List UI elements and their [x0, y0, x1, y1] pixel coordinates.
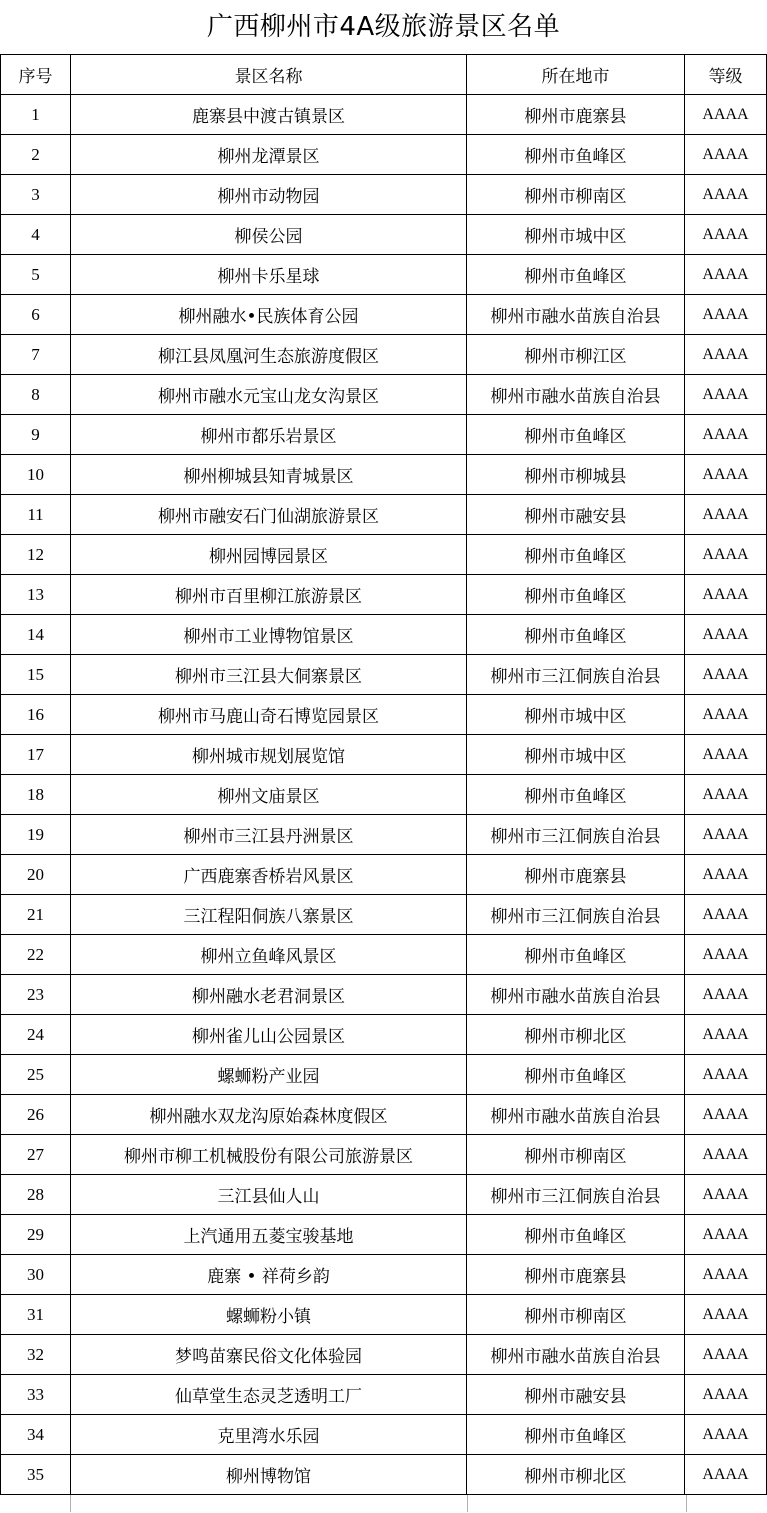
seq-cell[interactable]: 3: [1, 175, 71, 215]
seq-cell[interactable]: 19: [1, 815, 71, 855]
name-cell[interactable]: 柳州龙潭景区: [71, 135, 467, 175]
location-cell[interactable]: 柳州市柳北区: [467, 1015, 685, 1055]
seq-cell[interactable]: 10: [1, 455, 71, 495]
table-body: [1, 95, 767, 1495]
table-row: [1, 1375, 767, 1415]
name-cell[interactable]: 柳州市动物园: [71, 175, 467, 215]
grade-cell[interactable]: AAAA: [685, 415, 767, 455]
header-grade[interactable]: 等级: [685, 55, 767, 95]
location-cell[interactable]: 柳州市鱼峰区: [467, 1415, 685, 1455]
scenic-area-table: [0, 54, 767, 1495]
name-cell[interactable]: 柳州融水•民族体育公园: [71, 295, 467, 335]
seq-cell[interactable]: 4: [1, 215, 71, 255]
seq-cell[interactable]: 16: [1, 695, 71, 735]
page-title: 广西柳州市4A级旅游景区名单: [206, 12, 561, 42]
table-row: [1, 975, 767, 1015]
table-row: [1, 255, 767, 295]
table-row: [1, 335, 767, 375]
seq-cell[interactable]: 15: [1, 655, 71, 695]
name-cell[interactable]: 柳州市马鹿山奇石博览园景区: [71, 695, 467, 735]
table-row: [1, 775, 767, 815]
name-cell[interactable]: 梦鸣苗寨民俗文化体验园: [71, 1335, 467, 1375]
grade-cell[interactable]: AAAA: [685, 255, 767, 295]
grade-cell[interactable]: AAAA: [685, 375, 767, 415]
grade-cell[interactable]: AAAA: [685, 975, 767, 1015]
grade-cell[interactable]: AAAA: [685, 1175, 767, 1215]
table-row: [1, 95, 767, 135]
grade-cell[interactable]: AAAA: [685, 1215, 767, 1255]
table-row: [1, 855, 767, 895]
seq-cell[interactable]: 35: [1, 1455, 71, 1495]
grade-cell[interactable]: AAAA: [685, 535, 767, 575]
name-cell[interactable]: 柳州文庙景区: [71, 775, 467, 815]
seq-cell[interactable]: 30: [1, 1255, 71, 1295]
grade-cell[interactable]: AAAA: [685, 135, 767, 175]
grade-cell[interactable]: AAAA: [685, 455, 767, 495]
name-cell[interactable]: 柳州雀儿山公园景区: [71, 1015, 467, 1055]
name-cell[interactable]: 柳州融水双龙沟原始森林度假区: [71, 1095, 467, 1135]
seq-cell[interactable]: 8: [1, 375, 71, 415]
name-cell[interactable]: 克里湾水乐园: [71, 1415, 467, 1455]
header-location[interactable]: 所在地市: [467, 55, 685, 95]
location-cell[interactable]: 柳州市鱼峰区: [467, 575, 685, 615]
seq-cell[interactable]: 6: [1, 295, 71, 335]
table-header-row: [1, 55, 767, 95]
seq-cell[interactable]: 24: [1, 1015, 71, 1055]
grade-cell[interactable]: AAAA: [685, 215, 767, 255]
grade-cell[interactable]: AAAA: [685, 1415, 767, 1455]
table-row: [1, 895, 767, 935]
table-row: [1, 1255, 767, 1295]
grade-cell[interactable]: AAAA: [685, 1015, 767, 1055]
table-row: [1, 455, 767, 495]
grade-cell[interactable]: AAAA: [685, 775, 767, 815]
seq-cell[interactable]: 18: [1, 775, 71, 815]
location-cell[interactable]: 柳州市鱼峰区: [467, 255, 685, 295]
location-cell[interactable]: 柳州市融水苗族自治县: [467, 375, 685, 415]
location-cell[interactable]: 柳州市鹿寨县: [467, 95, 685, 135]
grade-cell[interactable]: AAAA: [685, 1055, 767, 1095]
header-seq[interactable]: 序号: [1, 55, 71, 95]
location-cell[interactable]: 柳州市融水苗族自治县: [467, 1335, 685, 1375]
location-cell[interactable]: 柳州市鱼峰区: [467, 535, 685, 575]
seq-cell[interactable]: 21: [1, 895, 71, 935]
location-cell[interactable]: 柳州市鹿寨县: [467, 1255, 685, 1295]
grade-cell[interactable]: AAAA: [685, 695, 767, 735]
seq-cell[interactable]: 12: [1, 535, 71, 575]
grade-cell[interactable]: AAAA: [685, 95, 767, 135]
location-cell[interactable]: 柳州市三江侗族自治县: [467, 815, 685, 855]
seq-cell[interactable]: 32: [1, 1335, 71, 1375]
name-cell[interactable]: 柳州市融水元宝山龙女沟景区: [71, 375, 467, 415]
grade-cell[interactable]: AAAA: [685, 495, 767, 535]
location-cell[interactable]: 柳州市柳南区: [467, 1295, 685, 1335]
name-cell[interactable]: 广西鹿寨香桥岩风景区: [71, 855, 467, 895]
grade-cell[interactable]: AAAA: [685, 615, 767, 655]
location-cell[interactable]: 柳州市鱼峰区: [467, 1055, 685, 1095]
table-row: [1, 375, 767, 415]
table-row: [1, 1215, 767, 1255]
table-row: [1, 615, 767, 655]
location-cell[interactable]: 柳州市城中区: [467, 735, 685, 775]
location-cell[interactable]: 柳州市鱼峰区: [467, 775, 685, 815]
table-row: [1, 495, 767, 535]
seq-cell[interactable]: 5: [1, 255, 71, 295]
grade-cell[interactable]: AAAA: [685, 335, 767, 375]
grade-cell[interactable]: AAAA: [685, 735, 767, 775]
seq-cell[interactable]: 2: [1, 135, 71, 175]
grade-cell[interactable]: AAAA: [685, 815, 767, 855]
seq-cell[interactable]: 33: [1, 1375, 71, 1415]
empty-cell: [0, 1495, 71, 1512]
location-cell[interactable]: 柳州市融安县: [467, 1375, 685, 1415]
seq-cell[interactable]: 31: [1, 1295, 71, 1335]
name-cell[interactable]: 三江程阳侗族八寨景区: [71, 895, 467, 935]
location-cell[interactable]: 柳州市鱼峰区: [467, 935, 685, 975]
name-cell[interactable]: 柳州立鱼峰风景区: [71, 935, 467, 975]
location-cell[interactable]: 柳州市三江侗族自治县: [467, 655, 685, 695]
grade-cell[interactable]: AAAA: [685, 1455, 767, 1495]
location-cell[interactable]: 柳州市融水苗族自治县: [467, 295, 685, 335]
name-cell[interactable]: 鹿寨县中渡古镇景区: [71, 95, 467, 135]
table-row: [1, 135, 767, 175]
location-cell[interactable]: 柳州市鱼峰区: [467, 615, 685, 655]
table-row: [1, 575, 767, 615]
table-row: [1, 1175, 767, 1215]
table-row: [1, 1455, 767, 1495]
table-row: [1, 1015, 767, 1055]
grade-cell[interactable]: AAAA: [685, 1255, 767, 1295]
name-cell[interactable]: 柳州市都乐岩景区: [71, 415, 467, 455]
table-row: [1, 295, 767, 335]
table-row: [1, 1335, 767, 1375]
location-cell[interactable]: 柳州市柳北区: [467, 1455, 685, 1495]
table-row: [1, 415, 767, 455]
name-cell[interactable]: 柳州市柳工机械股份有限公司旅游景区: [71, 1135, 467, 1175]
seq-cell[interactable]: 7: [1, 335, 71, 375]
seq-cell[interactable]: 25: [1, 1055, 71, 1095]
seq-cell[interactable]: 34: [1, 1415, 71, 1455]
seq-cell[interactable]: 17: [1, 735, 71, 775]
seq-cell[interactable]: 9: [1, 415, 71, 455]
name-cell[interactable]: 柳州市百里柳江旅游景区: [71, 575, 467, 615]
table-row: [1, 735, 767, 775]
seq-cell[interactable]: 1: [1, 95, 71, 135]
table-row: [1, 1095, 767, 1135]
header-name[interactable]: 景区名称: [71, 55, 467, 95]
location-cell[interactable]: 柳州市鹿寨县: [467, 855, 685, 895]
location-cell[interactable]: 柳州市柳南区: [467, 1135, 685, 1175]
grade-cell[interactable]: AAAA: [685, 175, 767, 215]
location-cell[interactable]: 柳州市柳江区: [467, 335, 685, 375]
name-cell[interactable]: 仙草堂生态灵芝透明工厂: [71, 1375, 467, 1415]
table-row: [1, 215, 767, 255]
name-cell[interactable]: 柳州市工业博物馆景区: [71, 615, 467, 655]
table-row: [1, 1055, 767, 1095]
table-row: [1, 695, 767, 735]
name-cell[interactable]: 柳州城市规划展览馆: [71, 735, 467, 775]
grade-cell[interactable]: AAAA: [685, 935, 767, 975]
name-cell[interactable]: 鹿寨 • 祥荷乡韵: [71, 1255, 467, 1295]
table-row: [1, 1135, 767, 1175]
name-cell[interactable]: 柳州市三江县大侗寨景区: [71, 655, 467, 695]
grade-cell[interactable]: AAAA: [685, 1135, 767, 1175]
grade-cell[interactable]: AAAA: [685, 1095, 767, 1135]
location-cell[interactable]: 柳州市融水苗族自治县: [467, 975, 685, 1015]
location-cell[interactable]: 柳州市鱼峰区: [467, 415, 685, 455]
name-cell[interactable]: 柳州博物馆: [71, 1455, 467, 1495]
name-cell[interactable]: 柳州市融安石门仙湖旅游景区: [71, 495, 467, 535]
location-cell[interactable]: 柳州市三江侗族自治县: [467, 895, 685, 935]
name-cell[interactable]: 柳州融水老君洞景区: [71, 975, 467, 1015]
grade-cell[interactable]: AAAA: [685, 855, 767, 895]
seq-cell[interactable]: 13: [1, 575, 71, 615]
empty-cell: [468, 1495, 687, 1512]
empty-row-edge: [0, 1495, 767, 1512]
table-row: [1, 655, 767, 695]
seq-cell[interactable]: 14: [1, 615, 71, 655]
name-cell[interactable]: 螺蛳粉小镇: [71, 1295, 467, 1335]
grade-cell[interactable]: AAAA: [685, 895, 767, 935]
grade-cell[interactable]: AAAA: [685, 1335, 767, 1375]
grade-cell[interactable]: AAAA: [685, 295, 767, 335]
empty-cell: [71, 1495, 468, 1512]
location-cell[interactable]: 柳州市城中区: [467, 215, 685, 255]
location-cell[interactable]: 柳州市柳城县: [467, 455, 685, 495]
location-cell[interactable]: 柳州市柳南区: [467, 175, 685, 215]
name-cell[interactable]: 柳州卡乐星球: [71, 255, 467, 295]
name-cell[interactable]: 三江县仙人山: [71, 1175, 467, 1215]
table-row: [1, 1415, 767, 1455]
table-row: [1, 175, 767, 215]
name-cell[interactable]: 螺蛳粉产业园: [71, 1055, 467, 1095]
seq-cell[interactable]: 26: [1, 1095, 71, 1135]
table-row: [1, 935, 767, 975]
table-row: [1, 815, 767, 855]
name-cell[interactable]: 柳州园博园景区: [71, 535, 467, 575]
location-cell[interactable]: 柳州市融水苗族自治县: [467, 1095, 685, 1135]
table-row: [1, 1295, 767, 1335]
location-cell[interactable]: 柳州市鱼峰区: [467, 1215, 685, 1255]
name-cell[interactable]: 柳州柳城县知青城景区: [71, 455, 467, 495]
seq-cell[interactable]: 22: [1, 935, 71, 975]
grade-cell[interactable]: AAAA: [685, 575, 767, 615]
name-cell[interactable]: 柳侯公园: [71, 215, 467, 255]
name-cell[interactable]: 上汽通用五菱宝骏基地: [71, 1215, 467, 1255]
table-row: [1, 535, 767, 575]
name-cell[interactable]: 柳州市三江县丹洲景区: [71, 815, 467, 855]
seq-cell[interactable]: 23: [1, 975, 71, 1015]
grade-cell[interactable]: AAAA: [685, 655, 767, 695]
grade-cell[interactable]: AAAA: [685, 1295, 767, 1335]
seq-cell[interactable]: 28: [1, 1175, 71, 1215]
seq-cell[interactable]: 27: [1, 1135, 71, 1175]
location-cell[interactable]: 柳州市城中区: [467, 695, 685, 735]
location-cell[interactable]: 柳州市融安县: [467, 495, 685, 535]
seq-cell[interactable]: 20: [1, 855, 71, 895]
grade-cell[interactable]: AAAA: [685, 1375, 767, 1415]
seq-cell[interactable]: 29: [1, 1215, 71, 1255]
location-cell[interactable]: 柳州市三江侗族自治县: [467, 1175, 685, 1215]
location-cell[interactable]: 柳州市鱼峰区: [467, 135, 685, 175]
name-cell[interactable]: 柳江县凤凰河生态旅游度假区: [71, 335, 467, 375]
seq-cell[interactable]: 11: [1, 495, 71, 535]
